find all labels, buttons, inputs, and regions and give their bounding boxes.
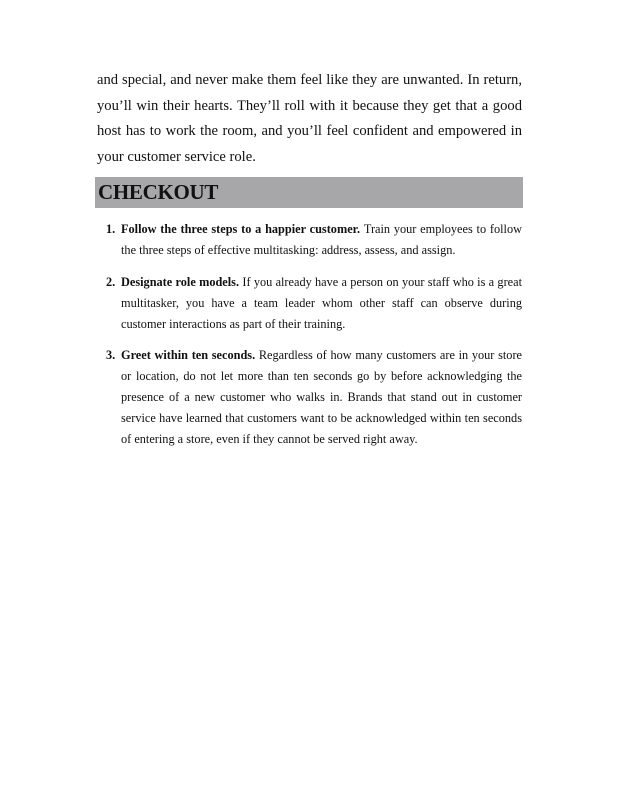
list-item-body: Train your employees to follow the three steps of effective multitasking: address, assess, and assign.: [121, 222, 522, 257]
list-item: [106, 345, 522, 450]
intro-paragraph: and special, and never make them feel like they are unwanted. In return, you’ll win their hearts. They’ll roll with it because they get that a good host has to work the room, and you’ll feel confident and empowered in your customer service role.: [97, 72, 522, 165]
list-item-body: If you already have a person on your staff who is a great multitasker, you have a team leader whom other staff can observe during customer interactions as part of their training.: [121, 274, 522, 331]
list-item-number: 3.: [106, 348, 116, 362]
section-heading-bar: [95, 177, 523, 208]
list-item-title: Designate role models.: [121, 274, 243, 289]
list-item: [106, 272, 522, 335]
list-item-number: 2.: [106, 274, 116, 289]
list-item-number: 1.: [106, 222, 116, 236]
list-item-title: Greet within ten seconds.: [121, 348, 259, 362]
list-item-body: Regardless of how many customers are in your store or location, do not let more than ten seconds go by before acknowledging the presence of a new customer who walks in. Brands that stand out in customer service have learned that customers want to be acknowledged within ten seconds of entering a store, even if they cannot be served right away.: [121, 348, 522, 446]
list-item: [106, 219, 522, 261]
section-heading: CHECKOUT: [98, 180, 219, 204]
list-item-title: Follow the three steps to a happier customer.: [121, 222, 364, 236]
checkout-list: [106, 219, 522, 461]
